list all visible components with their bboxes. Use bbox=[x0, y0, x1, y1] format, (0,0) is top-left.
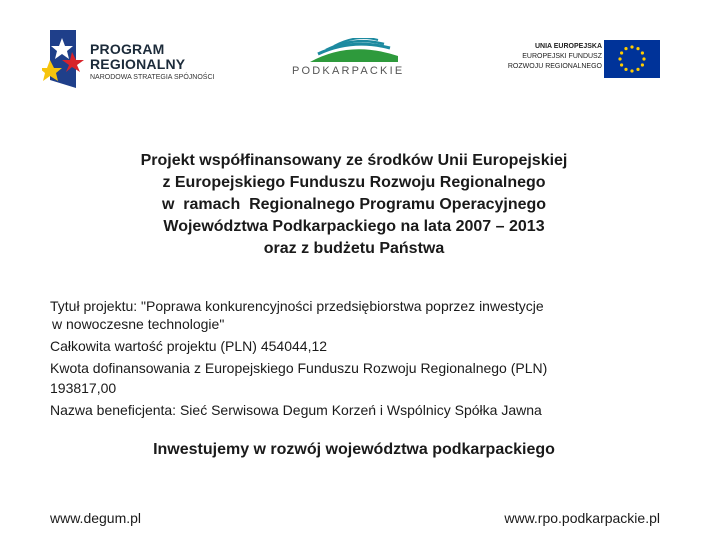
eu-text bbox=[508, 42, 602, 72]
program-regionalny-title bbox=[90, 42, 185, 72]
heading-line-5: oraz z budżetu Państwa bbox=[263, 240, 445, 257]
eu-logo bbox=[494, 40, 664, 80]
program-regionalny-subtitle: NARODOWA STRATEGIA SPÓJNOŚCI bbox=[90, 74, 215, 81]
project-cofinancing-amount: 193817,00 bbox=[50, 380, 117, 396]
program-regionalny-logo bbox=[42, 30, 242, 90]
degum-website-url: www.degum.pl bbox=[50, 510, 142, 526]
cofinancing-heading bbox=[0, 150, 708, 260]
heading-line-3: w ramach Regionalnego Programu Operacyjnego bbox=[161, 196, 547, 213]
slogan: Inwestujemy w rozwój województwa podkarpackiego bbox=[153, 441, 555, 458]
program-line: PROGRAM bbox=[90, 41, 165, 57]
project-title-line-1: Tytuł projektu: "Poprawa konkurencyjności przedsiębiorstwa poprzez inwestycje bbox=[50, 298, 544, 314]
podkarpackie-name: PODKARPACKIE bbox=[292, 65, 405, 77]
project-total-value: Całkowita wartość projektu (PLN) 454044,12 bbox=[50, 338, 328, 354]
heading-line-4: Województwa Podkarpackiego na lata 2007 – 2013 bbox=[163, 218, 545, 235]
regionalny-line: REGIONALNY bbox=[90, 56, 186, 72]
heading-line-2: z Europejskiego Funduszu Rozwoju Regionalnego bbox=[162, 174, 546, 191]
eu-union-line: UNIA EUROPEJSKA bbox=[534, 43, 602, 50]
eu-flag-icon bbox=[604, 40, 660, 78]
program-regionalny-emblem-icon bbox=[42, 30, 84, 88]
podkarpackie-logo bbox=[290, 38, 420, 82]
podkarpackie-hills-icon bbox=[290, 38, 420, 64]
rpo-website-url: www.rpo.podkarpackie.pl bbox=[504, 510, 660, 526]
heading-line-1: Projekt współfinansowany ze środków Unii Europejskiej bbox=[140, 152, 568, 169]
project-cofinancing-line-1: Kwota dofinansowania z Europejskiego Funduszu Rozwoju Regionalnego (PLN) bbox=[50, 360, 548, 376]
project-beneficiary: Nazwa beneficjenta: Sieć Serwisowa Degum Korzeń i Wspólnicy Spółka Jawna bbox=[50, 402, 542, 418]
eu-regional-line: ROZWOJU REGIONALNEGO bbox=[507, 63, 602, 70]
project-title-line-2: w nowoczesne technologie" bbox=[52, 316, 225, 332]
eu-fund-line: EUROPEJSKI FUNDUSZ bbox=[522, 53, 602, 60]
project-details bbox=[50, 296, 670, 420]
